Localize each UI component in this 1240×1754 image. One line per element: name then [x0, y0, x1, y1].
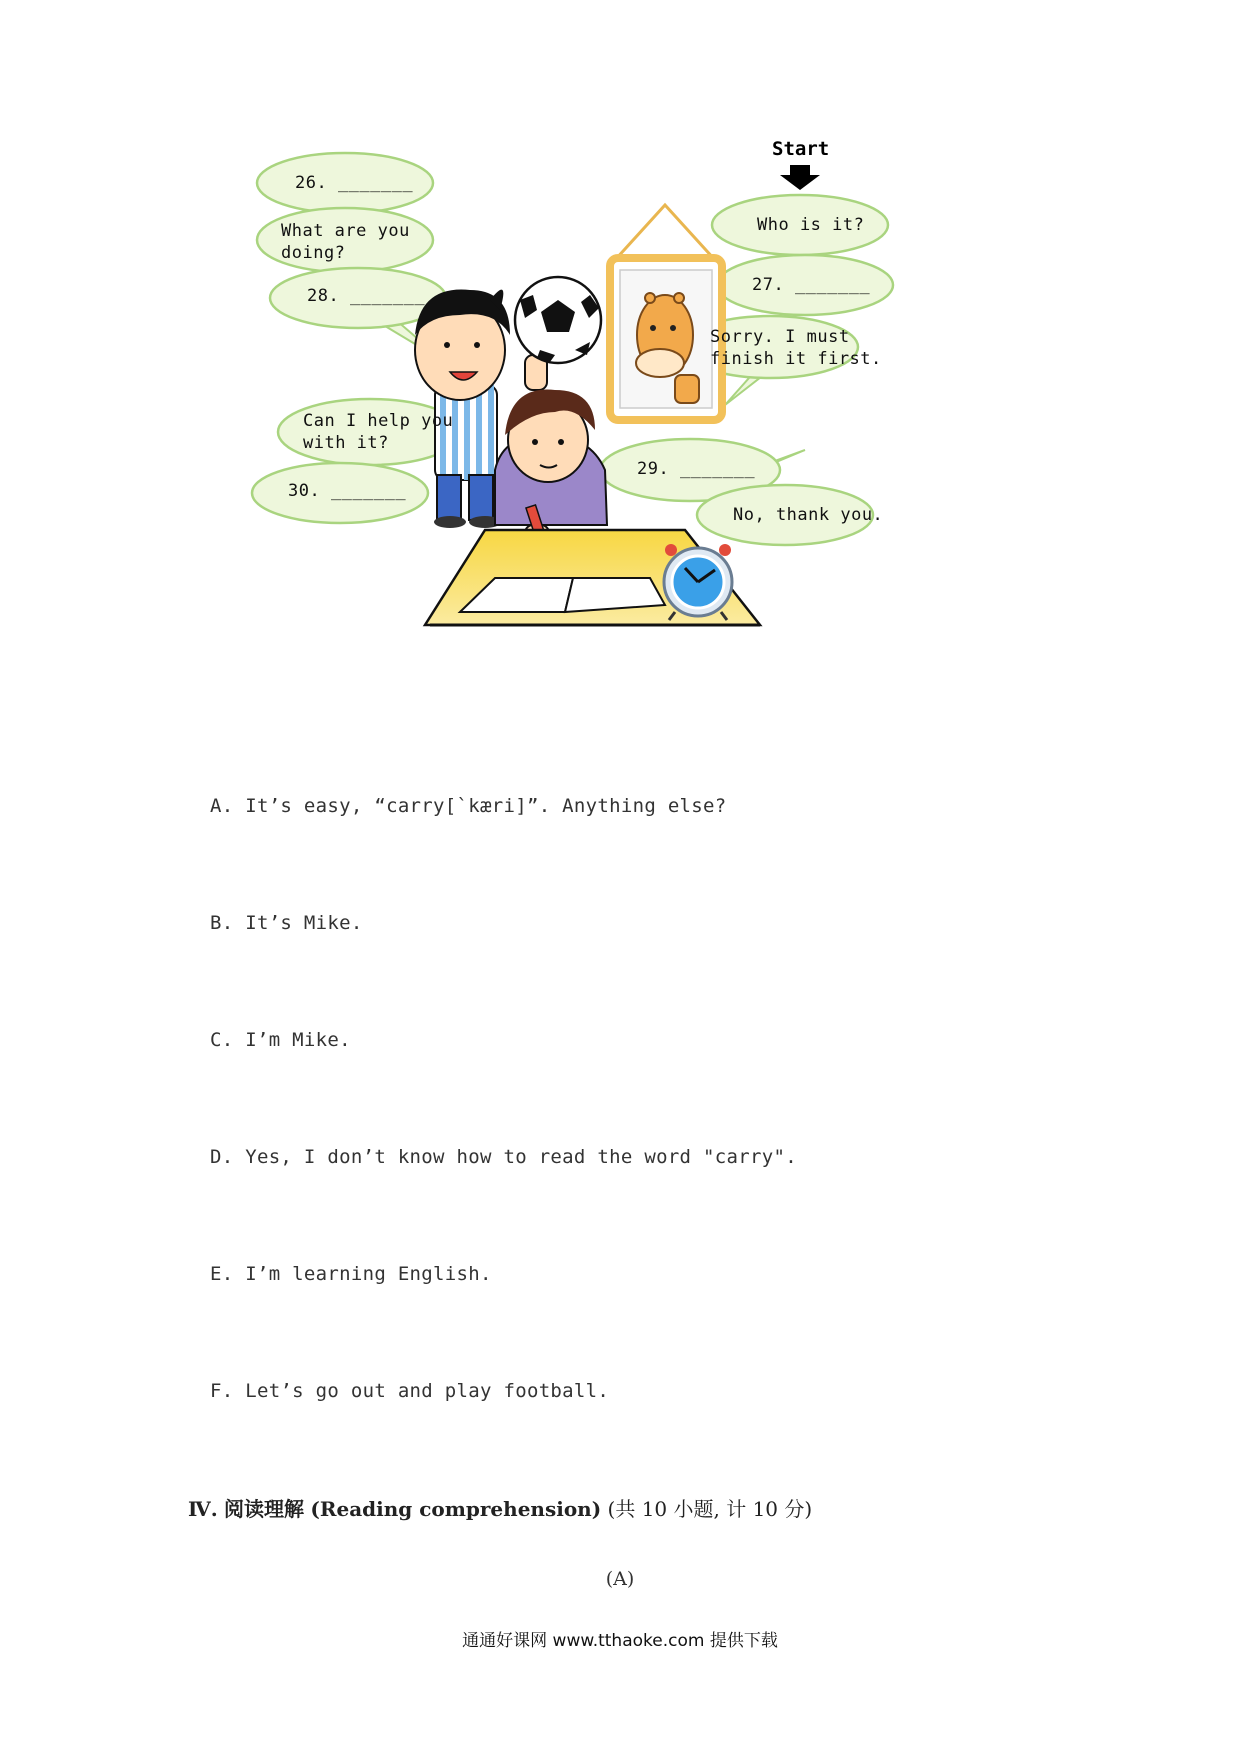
- bubble-26-text: 26. _______: [295, 173, 414, 193]
- bubble-27-text: 27. _______: [752, 275, 871, 295]
- giraffe-picture-icon: [610, 205, 722, 420]
- bubble-30-text: 30. _______: [288, 481, 407, 501]
- bubble-28-text: 28. _______: [307, 286, 426, 306]
- passage-label: (A): [605, 1568, 635, 1590]
- bubble-29-text: 29. _______: [637, 459, 756, 479]
- section-note: (共 10 小题, 计 10 分): [607, 1497, 813, 1521]
- option-f: F. Let’s go out and play football.: [210, 1380, 610, 1402]
- option-a: A. It’s easy, “carry[`kæri]”. Anything else?: [210, 795, 727, 817]
- dialogue-illustration: [255, 138, 1015, 710]
- section-number: Ⅳ.: [188, 1497, 218, 1521]
- down-arrow-icon: [780, 165, 820, 190]
- soccer-ball-icon: [515, 277, 601, 363]
- start-label: Start: [772, 138, 830, 160]
- section-title-cn: 阅读理解: [224, 1497, 305, 1521]
- option-d: D. Yes, I don’t know how to read the word "carry".: [210, 1146, 797, 1168]
- option-c: C. I’m Mike.: [210, 1029, 351, 1051]
- bubble-sorry-text: Sorry. I must finish it first.: [710, 327, 882, 369]
- bubble-what-text: What are you doing?: [281, 221, 410, 263]
- section-title-en: (Reading comprehension): [310, 1497, 602, 1521]
- bubble-no-text: No, thank you.: [733, 505, 884, 525]
- option-e: E. I’m learning English.: [210, 1263, 492, 1285]
- option-b: B. It’s Mike.: [210, 912, 363, 934]
- bubble-who-text: Who is it?: [757, 215, 865, 235]
- page-footer: 通通好课网 www.tthaoke.com 提供下载: [462, 1631, 778, 1651]
- bubble-can-text: Can I help you with it?: [303, 411, 454, 453]
- section-heading: [188, 1493, 812, 1522]
